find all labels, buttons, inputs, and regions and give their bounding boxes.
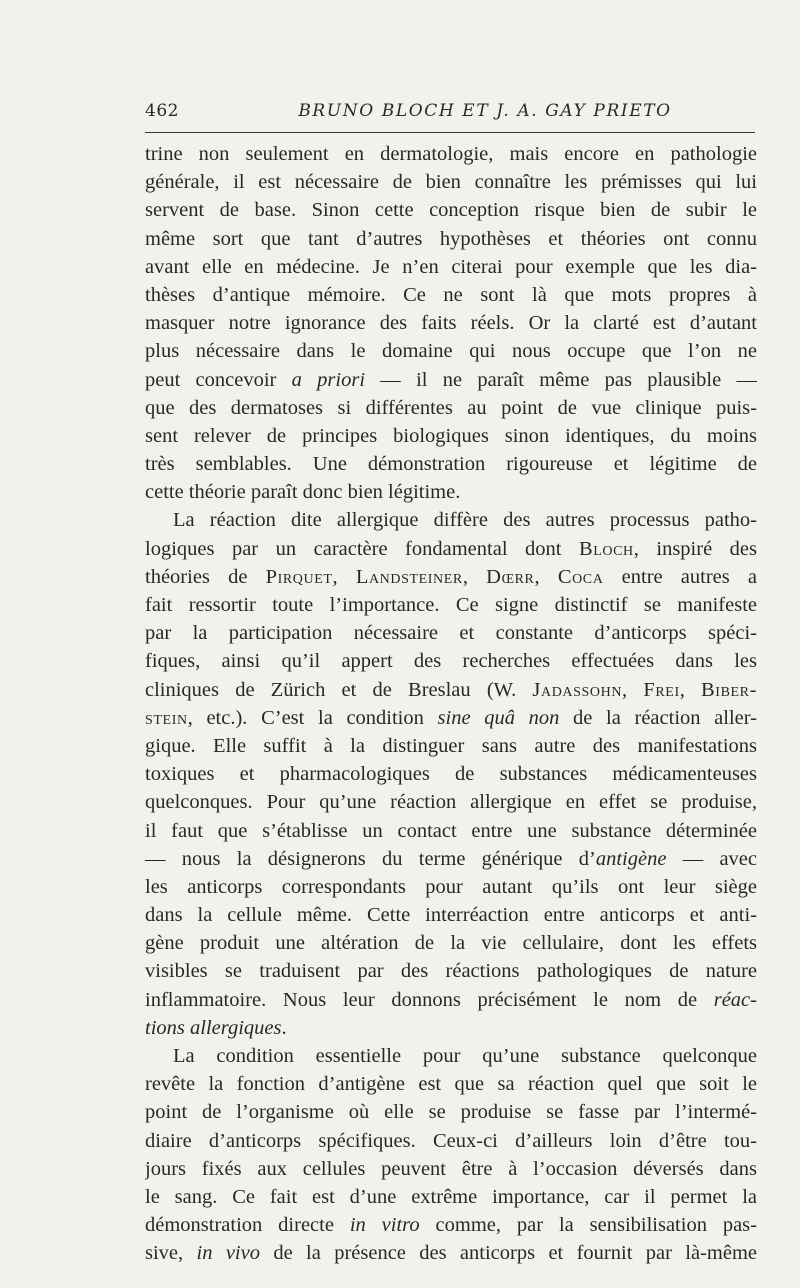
- text-run: trine non seulement en dermatologie, mais encore en pathologie: [145, 143, 757, 165]
- text-line: [145, 647, 757, 675]
- italic-text: in vivo: [196, 1242, 260, 1265]
- header-rule: [145, 132, 755, 133]
- text-line: [145, 422, 757, 450]
- text-line: [145, 225, 757, 253]
- text-line: [145, 732, 757, 760]
- text-line: [145, 563, 757, 591]
- text-line: [145, 478, 757, 506]
- text-run: ,: [332, 565, 356, 588]
- text-line: [145, 704, 757, 732]
- text-run: de la réaction aller-: [559, 706, 757, 729]
- paragraph: [145, 506, 757, 1042]
- text-line: [145, 676, 757, 704]
- text-run: fiques, ainsi qu’il appert des recherches effectuées dans les: [145, 650, 757, 673]
- text-run: visibles se traduisent par des réactions pathologiques de nature: [145, 960, 757, 983]
- text-line: [145, 1183, 757, 1211]
- text-run: comme, par la sensibilisation pas-: [419, 1214, 757, 1237]
- text-run: générale, il est nécessaire de bien connaître les prémisses qui lui: [145, 171, 757, 194]
- text-run: de la présence des anticorps et fournit par là-même: [259, 1242, 757, 1265]
- text-line: [145, 1127, 757, 1155]
- text-run: gique. Elle suffit à la distinguer sans autre des manifestations: [145, 734, 757, 757]
- text-line: [145, 1098, 757, 1126]
- text-run: dans la cellule même. Cette interréaction entre anticorps et anti-: [145, 904, 757, 927]
- text-run: le sang. Ce fait est d’une extrême importance, car il permet la: [145, 1185, 757, 1208]
- text-run: ,: [679, 678, 702, 701]
- text-run: quelconques. Pour qu’une réaction allergique en effet se produise,: [145, 791, 757, 814]
- text-run: démonstration directe: [145, 1214, 350, 1237]
- author-name: Jadassohn: [532, 678, 623, 701]
- text-run: ,: [534, 565, 558, 588]
- text-run: — il ne paraît même pas plausible —: [365, 368, 757, 391]
- text-line: [145, 281, 757, 309]
- text-run: — avec: [666, 847, 757, 870]
- text-run: cette théorie paraît donc bien légitime.: [145, 481, 461, 504]
- text-run: , inspiré des: [633, 537, 757, 560]
- author-name: Coca: [557, 565, 604, 588]
- text-run: cliniques de Zürich et de Breslau (W.: [145, 678, 533, 701]
- text-run: même sort que tant d’autres hypothèses et théories ont connu: [145, 227, 757, 250]
- paragraph: [145, 140, 757, 506]
- text-line: [145, 901, 757, 929]
- text-run: diaire d’anticorps spécifiques. Ceux-ci d’ailleurs loin d’être tou-: [145, 1129, 757, 1152]
- text-line: [145, 394, 757, 422]
- paragraph: [145, 1042, 757, 1268]
- text-line: [145, 619, 757, 647]
- text-run: servent de base. Sinon cette conception risque bien de subir le: [145, 199, 757, 222]
- text-run: point de l’organisme où elle se produise se fasse par l’intermé-: [145, 1101, 757, 1124]
- text-line: [145, 1014, 757, 1042]
- text-line: [145, 140, 757, 168]
- page-number: 462: [145, 101, 179, 121]
- italic-text: réac-: [713, 988, 757, 1011]
- text-line: [145, 450, 757, 478]
- text-line: [145, 309, 757, 337]
- text-line: [145, 535, 757, 563]
- author-name: Biber-: [701, 678, 757, 701]
- text-line: [145, 591, 757, 619]
- text-line: [145, 788, 757, 816]
- text-run: sent relever de principes biologiques sinon identiques, du moins: [145, 424, 757, 447]
- author-name: Pirquet: [265, 565, 333, 588]
- text-run: inflammatoire. Nous leur donnons précisément le nom de: [145, 988, 714, 1011]
- text-run: La réaction dite allergique diffère des autres processus patho-: [173, 509, 757, 532]
- text-run: jours fixés aux cellules peuvent être à l’occasion déversés dans: [145, 1157, 757, 1180]
- text-run: que des dermatoses si différentes au point de vue clinique puis-: [145, 396, 757, 419]
- text-line: [145, 873, 757, 901]
- italic-text: in vitro: [349, 1214, 420, 1237]
- text-run: ,: [622, 678, 644, 701]
- text-line: [145, 196, 757, 224]
- text-line: [145, 1239, 757, 1267]
- text-line: [145, 1211, 757, 1239]
- text-line: [145, 1155, 757, 1183]
- text-line: [145, 168, 757, 196]
- italic-text: tions allergiques: [145, 1016, 282, 1039]
- text-line: [145, 817, 757, 845]
- text-run: très semblables. Une démonstration rigoureuse et légitime de: [145, 453, 757, 476]
- text-run: théories de: [145, 565, 266, 588]
- text-run: logiques par un caractère fondamental dont: [145, 537, 579, 560]
- text-run: La condition essentielle pour qu’une substance quelconque: [173, 1045, 757, 1067]
- text-run: peut concevoir: [145, 368, 292, 391]
- text-line: [145, 957, 757, 985]
- text-run: masquer notre ignorance des faits réels. Or la clarté est d’autant: [145, 312, 757, 335]
- author-name: Dœrr: [486, 565, 535, 588]
- body-text: [145, 140, 757, 1268]
- author-name: Landsteiner: [355, 565, 463, 588]
- text-line: [145, 506, 757, 534]
- italic-text: sine quâ non: [437, 706, 560, 729]
- text-run: plus nécessaire dans le domaine qui nous occupe que l’on ne: [145, 340, 757, 363]
- text-line: [145, 986, 757, 1014]
- text-run: — nous la désignerons du terme générique d’: [145, 847, 596, 870]
- text-line: [145, 337, 757, 365]
- page-header: [145, 101, 755, 125]
- text-run: revête la fonction d’antigène est que sa réaction quel que soit le: [145, 1073, 757, 1096]
- running-head: BRUNO BLOCH ET J. A. GAY PRIETO: [298, 101, 672, 121]
- text-line: [145, 929, 757, 957]
- text-line: [145, 366, 757, 394]
- text-line: [145, 1070, 757, 1098]
- text-run: les anticorps correspondants pour autant qu’ils ont leur siège: [145, 875, 757, 898]
- text-run: .: [281, 1016, 287, 1039]
- text-run: sive,: [145, 1242, 197, 1265]
- italic-text: antigène: [595, 847, 667, 870]
- text-run: , etc.). C’est la condition: [187, 706, 438, 729]
- author-name: Bloch: [578, 537, 634, 560]
- text-run: fait ressortir toute l’importance. Ce signe distinctif se manifeste: [145, 594, 757, 616]
- text-line: [145, 253, 757, 281]
- author-name: stein: [145, 706, 188, 729]
- text-run: thèses d’antique mémoire. Ce ne sont là que mots propres à: [145, 283, 757, 306]
- text-run: toxiques et pharmacologiques de substances médicamenteuses: [145, 763, 757, 786]
- text-run: ,: [462, 565, 487, 588]
- text-line: [145, 845, 757, 873]
- author-name: Frei: [643, 678, 680, 701]
- italic-text: a priori: [291, 368, 366, 391]
- text-line: [145, 1042, 757, 1070]
- text-run: par la participation nécessaire et constante d’anticorps spéci-: [145, 622, 757, 645]
- text-run: avant elle en médecine. Je n’en citerai pour exemple que les dia-: [145, 255, 757, 278]
- text-run: gène produit une altération de la vie cellulaire, dont les effets: [145, 932, 757, 955]
- text-run: il faut que s’établisse un contact entre une substance déterminée: [145, 819, 757, 842]
- text-line: [145, 760, 757, 788]
- text-run: entre autres a: [603, 565, 757, 588]
